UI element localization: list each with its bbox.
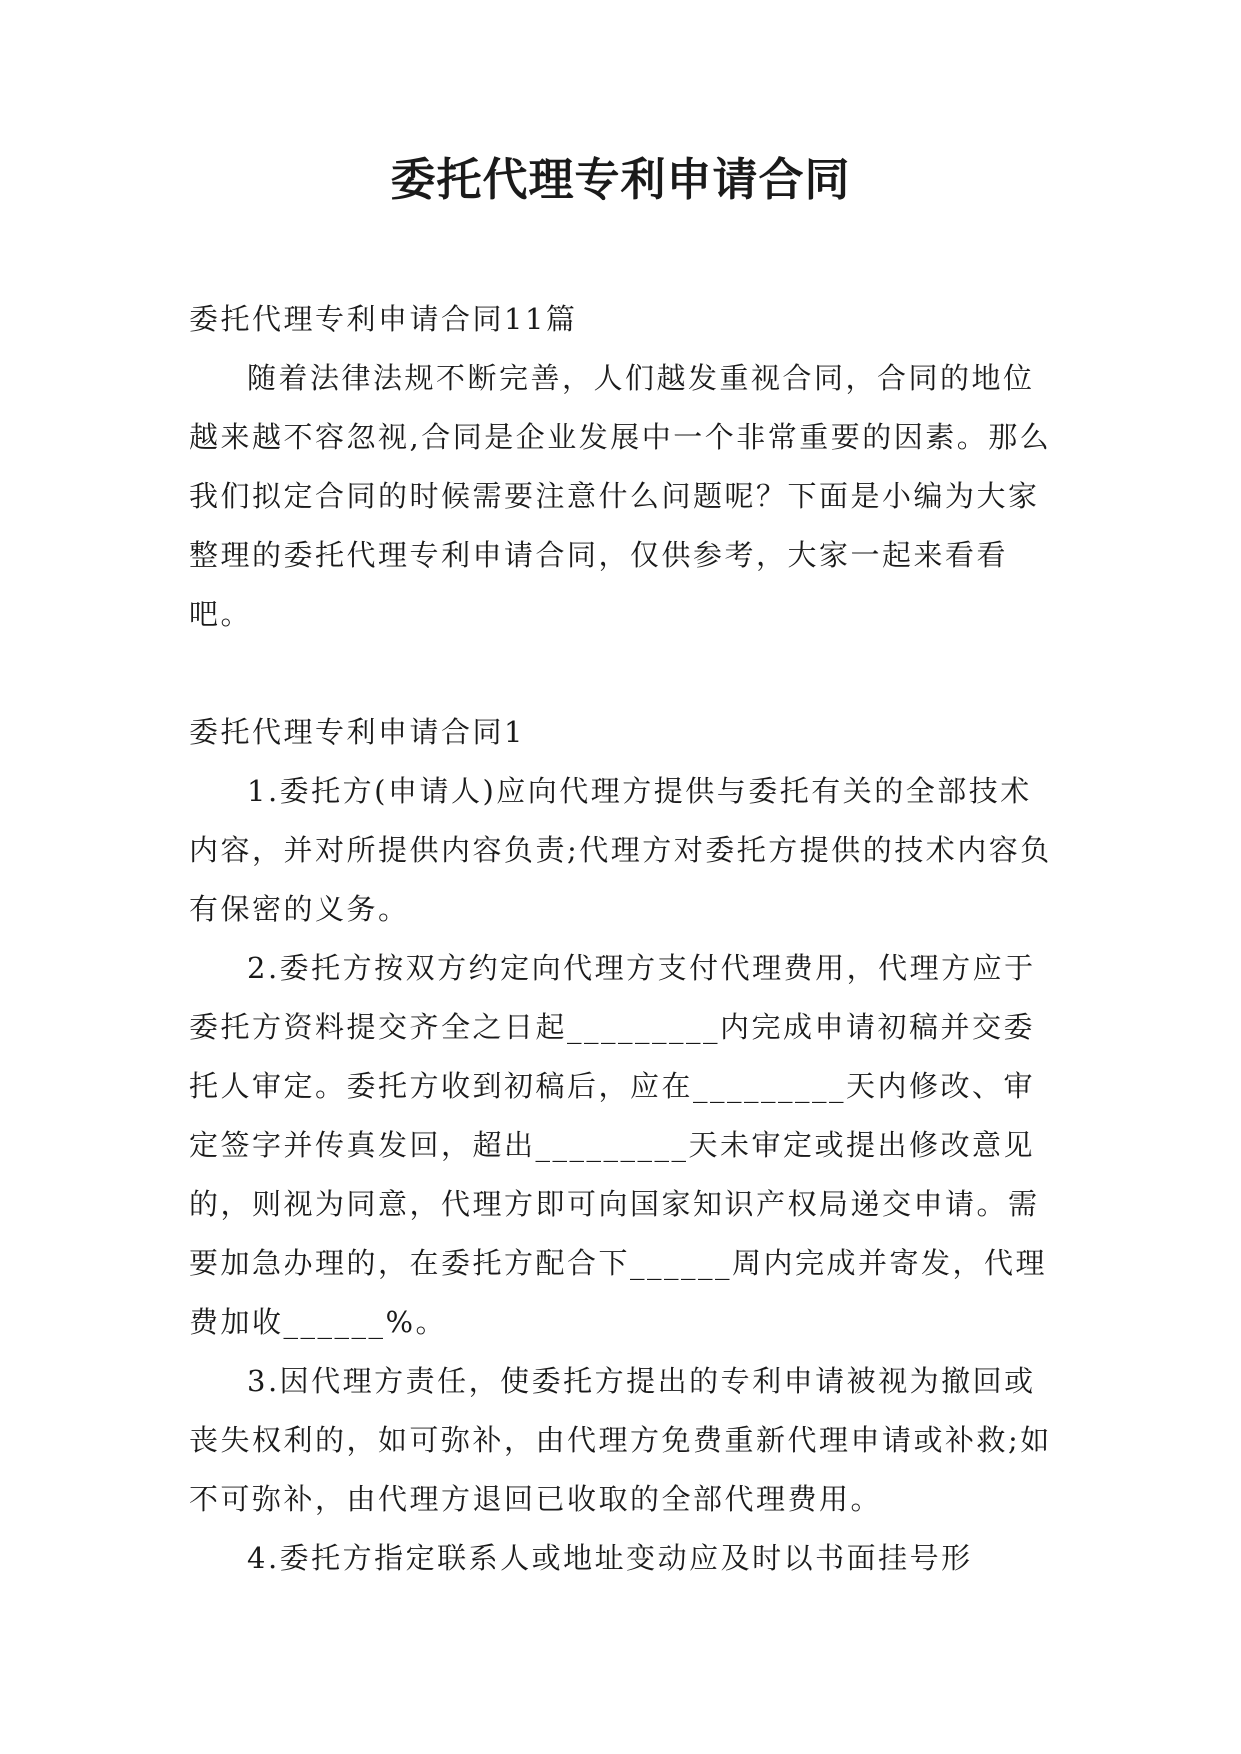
document-body xyxy=(189,290,1054,1588)
paragraph-spacer xyxy=(189,644,1054,703)
clause-3: 3.因代理方责任，使委托方提出的专利申请被视为撤回或丧失权利的，如可弥补，由代理方免费重新代理申请或补救;如不可弥补，由代理方退回已收取的全部代理费用。 xyxy=(189,1364,1052,1516)
document-title: 委托代理专利申请合同 xyxy=(390,153,851,206)
section-heading: 委托代理专利申请合同1 xyxy=(189,715,525,749)
clause-4: 4.委托方指定联系人或地址变动应及时以书面挂号形 xyxy=(247,1541,973,1575)
document-subtitle: 委托代理专利申请合同11篇 xyxy=(189,302,578,336)
clause-2: 2.委托方按双方约定向代理方支付代理费用，代理方应于委托方资料提交齐全之日起_________内完成申请初稿并交委托人审定。委托方收到初稿后，应在_________天内修改、审定签字并传真发回，超出_________天未审定或提出修改意见的，则视为同意，代理方即可向国家知识产权局递交申请。需要加急办理的，在委托方配合下______周内完成并寄发，代理费加收______%。 xyxy=(189,951,1048,1339)
intro-paragraph: 随着法律法规不断完善，人们越发重视合同，合同的地位越来越不容忽视,合同是企业发展中一个非常重要的因素。那么我们拟定合同的时候需要注意什么问题呢？下面是小编为大家整理的委托代理专利申请合同，仅供参考，大家一起来看看吧。 xyxy=(189,361,1052,631)
clause-1: 1.委托方(申请人)应向代理方提供与委托有关的全部技术内容，并对所提供内容负责;代理方对委托方提供的技术内容负有保密的义务。 xyxy=(189,774,1052,926)
